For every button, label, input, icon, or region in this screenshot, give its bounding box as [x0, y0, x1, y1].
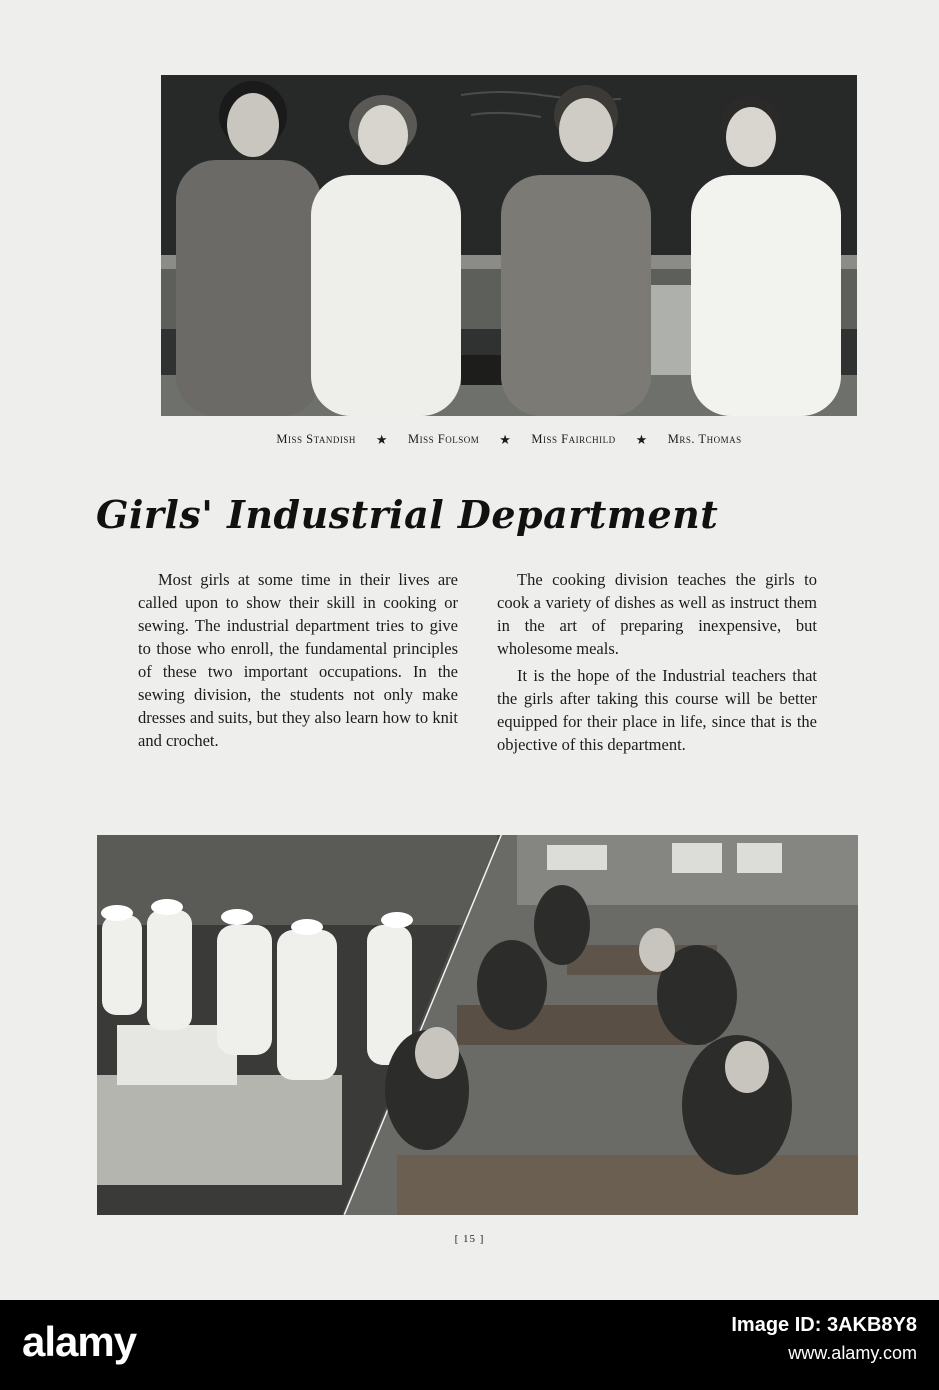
- teachers-caption: [161, 432, 857, 448]
- star-separator-icon: ★: [635, 432, 648, 447]
- star-separator-icon: ★: [499, 432, 512, 447]
- caption-name-4: Mrs. Thomas: [667, 432, 742, 446]
- star-separator-icon: ★: [375, 432, 389, 447]
- body-paragraph: Most girls at some time in their lives are called upon to show their skill in cooking or sewing. The industrial department tries to give to those who enroll, the fundamental principles of these two important occupations. In the sewing division, the students not only make dresses and suits, but they also learn how to knit and crochet.: [138, 570, 458, 750]
- body-paragraph: It is the hope of the Industrial teachers that the girls after taking this course will be better equipped for their place in life, since that is the objective of this department.: [497, 666, 817, 754]
- alamy-logo: alamy: [22, 1318, 137, 1365]
- body-column-left: [138, 568, 458, 756]
- body-paragraph: The cooking division teaches the girls to cook a variety of dishes as well as instruct them in the art of preparing inexpensive, but wholesome meals.: [497, 570, 817, 658]
- classroom-photo: [97, 835, 858, 1215]
- caption-name-3: Miss Fairchild: [531, 432, 616, 446]
- page-number: [ 15 ]: [454, 1233, 485, 1245]
- watermark-info: [731, 1314, 917, 1364]
- body-column-right: [497, 568, 817, 760]
- caption-name-1: Miss Standish: [276, 432, 356, 446]
- page-heading: Girls' Industrial Department: [96, 492, 719, 537]
- teachers-photo: [161, 75, 857, 416]
- caption-name-2: Miss Folsom: [408, 432, 480, 446]
- image-id-label: Image ID: 3AKB8Y8: [731, 1314, 917, 1336]
- watermark-url: www.alamy.com: [788, 1343, 917, 1363]
